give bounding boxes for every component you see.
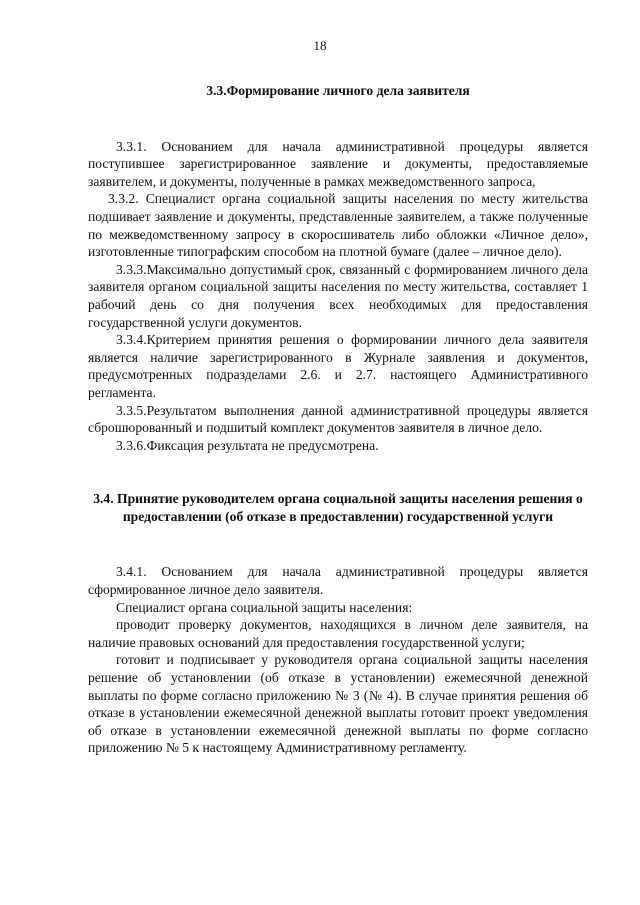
paragraph-3-3-5: 3.3.5.Результатом выполнения данной административной процедуры является сброшюрованный и подшитый комплект документов заявителя в личное дело. xyxy=(88,402,588,436)
paragraph-3-3-3: 3.3.3.Максимально допустимый срок, связанный с формированием личного дела заявителя органом социальной защиты населения по месту жительства, составляет 1 рабочий день со дня получения всех необходимых для предоставления государственной услуги документов. xyxy=(88,261,588,330)
section-heading-3-4: 3.4. Принятие руководителем органа социальной защиты населения решения о предоставлении (об отказе в предоставлении) государственной услуги xyxy=(93,491,583,524)
paragraph-3-3-2: 3.3.2. Специалист органа социальной защиты населения по месту жительства подшивает заявление и документы, представленные заявителем, а также полученные по межведомственному запросу в скоросшиватель либо обложки «Личное дело», изготовленные типографским способом на плотной бумаге (далее – личное дело). xyxy=(88,191,588,260)
paragraph-3-3-6: 3.3.6.Фиксация результата не предусмотрена. xyxy=(116,437,379,453)
document-body xyxy=(88,80,588,757)
paragraph-check-documents: проводит проверку документов, находящихся в личном деле заявителя, на наличие правовых оснований для предоставления государственной услуги; xyxy=(88,617,588,650)
paragraph-3-3-4: 3.3.4.Критерием принятия решения о формировании личного дела заявителя является наличие зарегистрированного в Журнале заявления и документов, предусмотренных подразделами 2.6. и 2.7. настоящего Административного регламента. xyxy=(88,332,588,400)
page-number: 18 xyxy=(313,38,327,53)
paragraph-3-4-1: 3.4.1. Основанием для начала административной процедуры является сформированное личное дело заявителя. xyxy=(88,564,588,598)
paragraph-prepare-decision: готовит и подписывает у руководителя органа социальной защиты населения решение об установлении (об отказе в установлении) ежемесячной денежной выплаты по форме согласно приложению № 3 (№ 4). В случае принятия решения об отказе в установлении ежемесячной денежной выплаты готовит проект уведомления об отказе в установлении ежемесячной денежной выплаты по форме согласно приложению № 5 к настоящему Административному регламенту. xyxy=(88,652,588,756)
paragraph-specialist-intro: Специалист органа социальной защиты населения: xyxy=(116,599,413,615)
section-heading-3-3: 3.3.Формирование личного дела заявителя xyxy=(206,83,470,98)
paragraph-3-3-1: 3.3.1. Основанием для начала административной процедуры является поступившее зарегистрированное заявление и документы, предоставляемые заявителем, и документы, полученные в рамках межведомственного запроса, xyxy=(88,138,588,189)
